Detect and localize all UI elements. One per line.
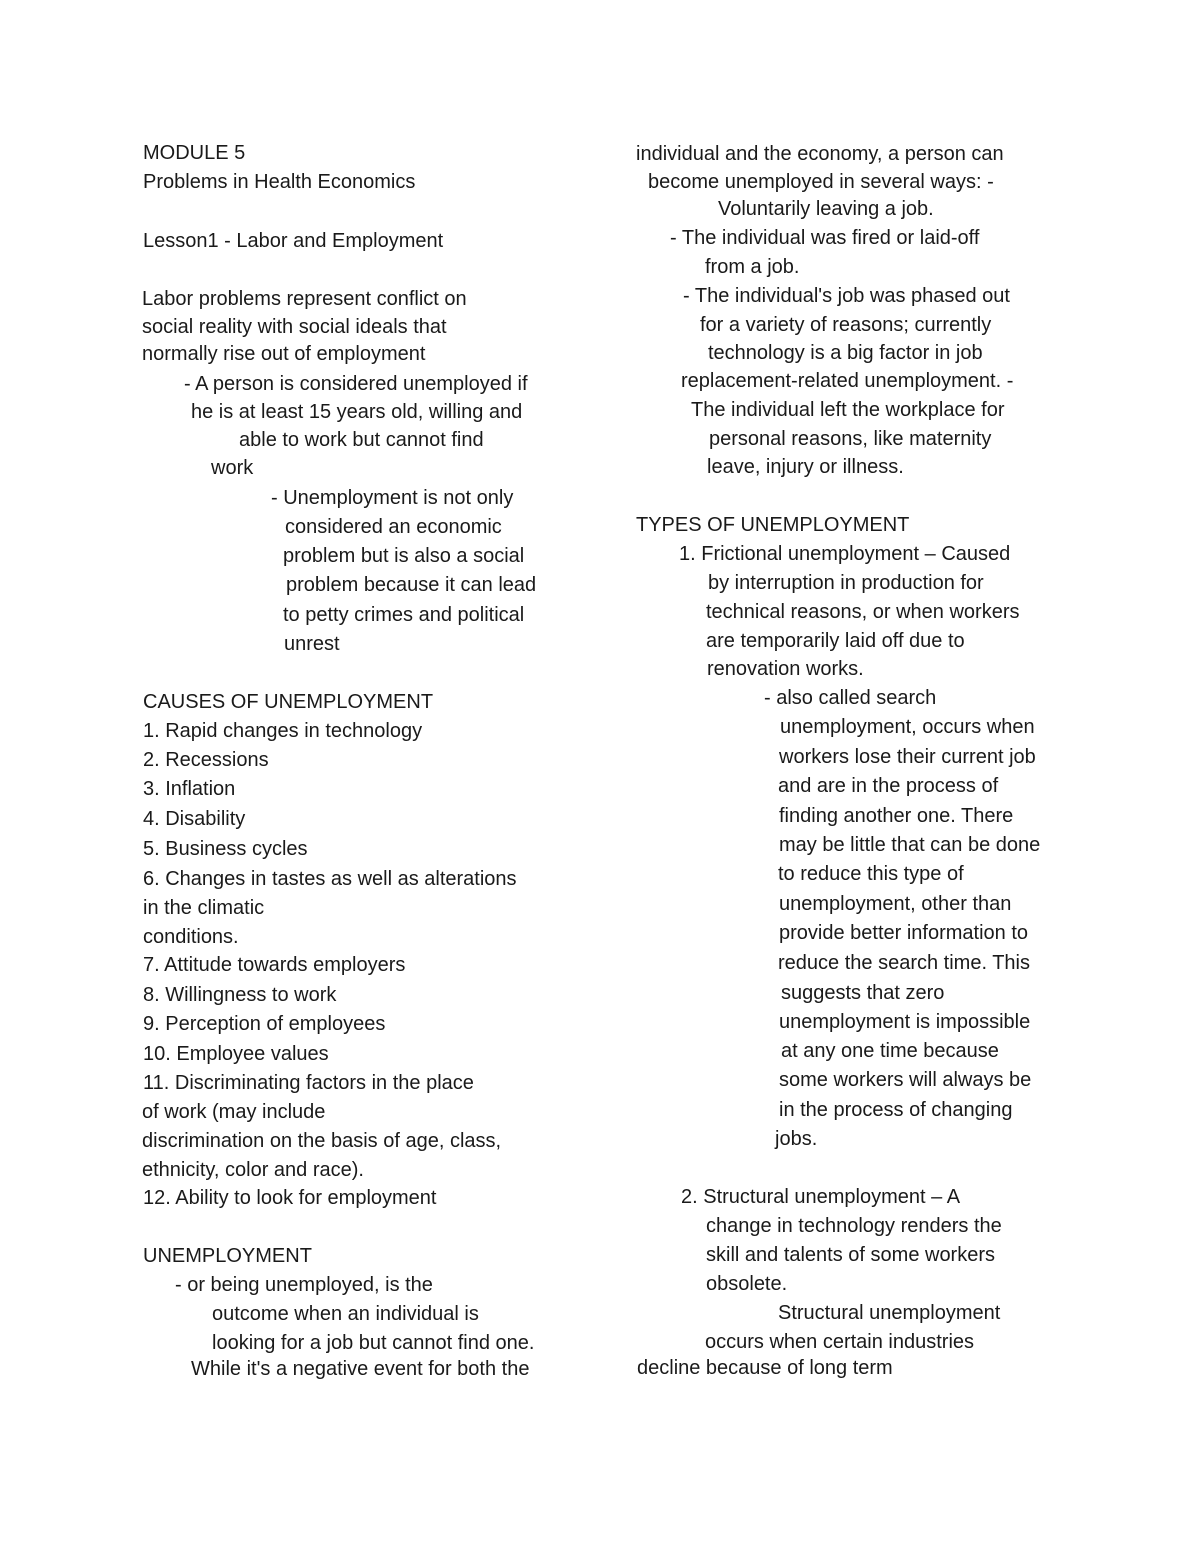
subject-title: Problems in Health Economics — [143, 171, 416, 193]
continuation-line: for a variety of reasons; currently — [700, 314, 992, 336]
frictional-line: renovation works. — [707, 658, 864, 680]
search-line: at any one time because — [781, 1040, 999, 1062]
intro-line: normally rise out of employment — [142, 343, 426, 365]
continuation-line: individual and the economy, a person can — [636, 143, 1004, 165]
search-line: unemployment, occurs when — [780, 716, 1035, 738]
structural-line: change in technology renders the — [706, 1215, 1002, 1237]
intro-line: social reality with social ideals that — [142, 316, 447, 338]
structural-line: decline because of long term — [637, 1357, 893, 1379]
unemployment-def-line: outcome when an individual is — [212, 1303, 479, 1325]
continuation-line: - The individual was fired or laid-off — [670, 227, 980, 249]
social-problem-line: to petty crimes and political — [283, 604, 525, 626]
intro-line: Labor problems represent conflict on — [142, 288, 467, 310]
unemployment-def-line: looking for a job but cannot find one. — [212, 1332, 535, 1354]
frictional-line: by interruption in production for — [708, 572, 984, 594]
search-line: may be little that can be done — [779, 834, 1041, 856]
cause-item: 2. Recessions — [143, 749, 269, 771]
search-line: provide better information to — [779, 922, 1029, 944]
cause-item: discrimination on the basis of age, class, — [142, 1130, 502, 1152]
continuation-line: technology is a big factor in job — [708, 342, 983, 364]
search-line: in the process of changing — [779, 1099, 1013, 1121]
search-line: unemployment, other than — [779, 893, 1012, 915]
search-line: unemployment is impossible — [779, 1011, 1031, 1033]
unemployed-def-line: he is at least 15 years old, willing and — [191, 401, 523, 423]
causes-heading: CAUSES OF UNEMPLOYMENT — [143, 691, 434, 713]
frictional-line: are temporarily laid off due to — [706, 630, 965, 652]
frictional-line: technical reasons, or when workers — [706, 601, 1020, 623]
cause-item: ethnicity, color and race). — [142, 1159, 364, 1181]
search-line: finding another one. There — [779, 805, 1014, 827]
continuation-line: personal reasons, like maternity — [709, 428, 992, 450]
search-line: workers lose their current job — [779, 746, 1036, 768]
structural-line: 2. Structural unemployment – A — [681, 1186, 961, 1208]
cause-item: 6. Changes in tastes as well as alterations — [143, 868, 517, 890]
cause-item: conditions. — [143, 926, 239, 948]
cause-item: 3. Inflation — [143, 778, 236, 800]
search-line: to reduce this type of — [778, 863, 964, 885]
structural-line: skill and talents of some workers — [706, 1244, 996, 1266]
module-title: MODULE 5 — [143, 142, 246, 164]
unemployment-def-line: - or being unemployed, is the — [175, 1274, 433, 1296]
search-line: suggests that zero — [781, 982, 945, 1004]
cause-item: 5. Business cycles — [143, 838, 308, 860]
lesson-title: Lesson1 - Labor and Employment — [143, 230, 444, 252]
search-line: jobs. — [775, 1128, 818, 1150]
continuation-line: leave, injury or illness. — [707, 456, 904, 478]
social-problem-line: unrest — [284, 633, 340, 655]
search-line: reduce the search time. This — [778, 952, 1030, 974]
unemployment-def-line: While it's a negative event for both the — [191, 1358, 530, 1380]
structural-line: Structural unemployment — [778, 1302, 1001, 1324]
search-line: and are in the process of — [778, 775, 999, 797]
cause-item: 1. Rapid changes in technology — [143, 720, 423, 742]
structural-line: occurs when certain industries — [705, 1331, 975, 1353]
cause-item: in the climatic — [143, 897, 265, 919]
unemployed-def-line: - A person is considered unemployed if — [184, 373, 528, 395]
continuation-line: The individual left the workplace for — [691, 399, 1005, 421]
unemployed-def-line: work — [211, 457, 254, 479]
cause-item: 4. Disability — [143, 808, 246, 830]
frictional-line: 1. Frictional unemployment – Caused — [679, 543, 1011, 565]
cause-item: 9. Perception of employees — [143, 1013, 386, 1035]
structural-line: obsolete. — [706, 1273, 788, 1295]
continuation-line: from a job. — [705, 256, 800, 278]
cause-item: 11. Discriminating factors in the place — [143, 1072, 474, 1094]
social-problem-line: - Unemployment is not only — [271, 487, 514, 509]
continuation-line: Voluntarily leaving a job. — [718, 198, 934, 220]
continuation-line: replacement-related unemployment. - — [681, 370, 1014, 392]
cause-item: 7. Attitude towards employers — [143, 954, 406, 976]
social-problem-line: problem because it can lead — [286, 574, 537, 596]
unemployment-heading: UNEMPLOYMENT — [143, 1245, 312, 1267]
cause-item: 8. Willingness to work — [143, 984, 337, 1006]
search-line: some workers will always be — [779, 1069, 1032, 1091]
types-heading: TYPES OF UNEMPLOYMENT — [636, 514, 910, 536]
cause-item: 10. Employee values — [143, 1043, 329, 1065]
continuation-line: become unemployed in several ways: - — [648, 171, 994, 193]
social-problem-line: considered an economic — [285, 516, 502, 538]
continuation-line: - The individual's job was phased out — [683, 285, 1010, 307]
cause-item: 12. Ability to look for employment — [143, 1187, 437, 1209]
social-problem-line: problem but is also a social — [283, 545, 525, 567]
cause-item: of work (may include — [142, 1101, 326, 1123]
search-line: - also called search — [764, 687, 937, 709]
unemployed-def-line: able to work but cannot find — [239, 429, 484, 451]
